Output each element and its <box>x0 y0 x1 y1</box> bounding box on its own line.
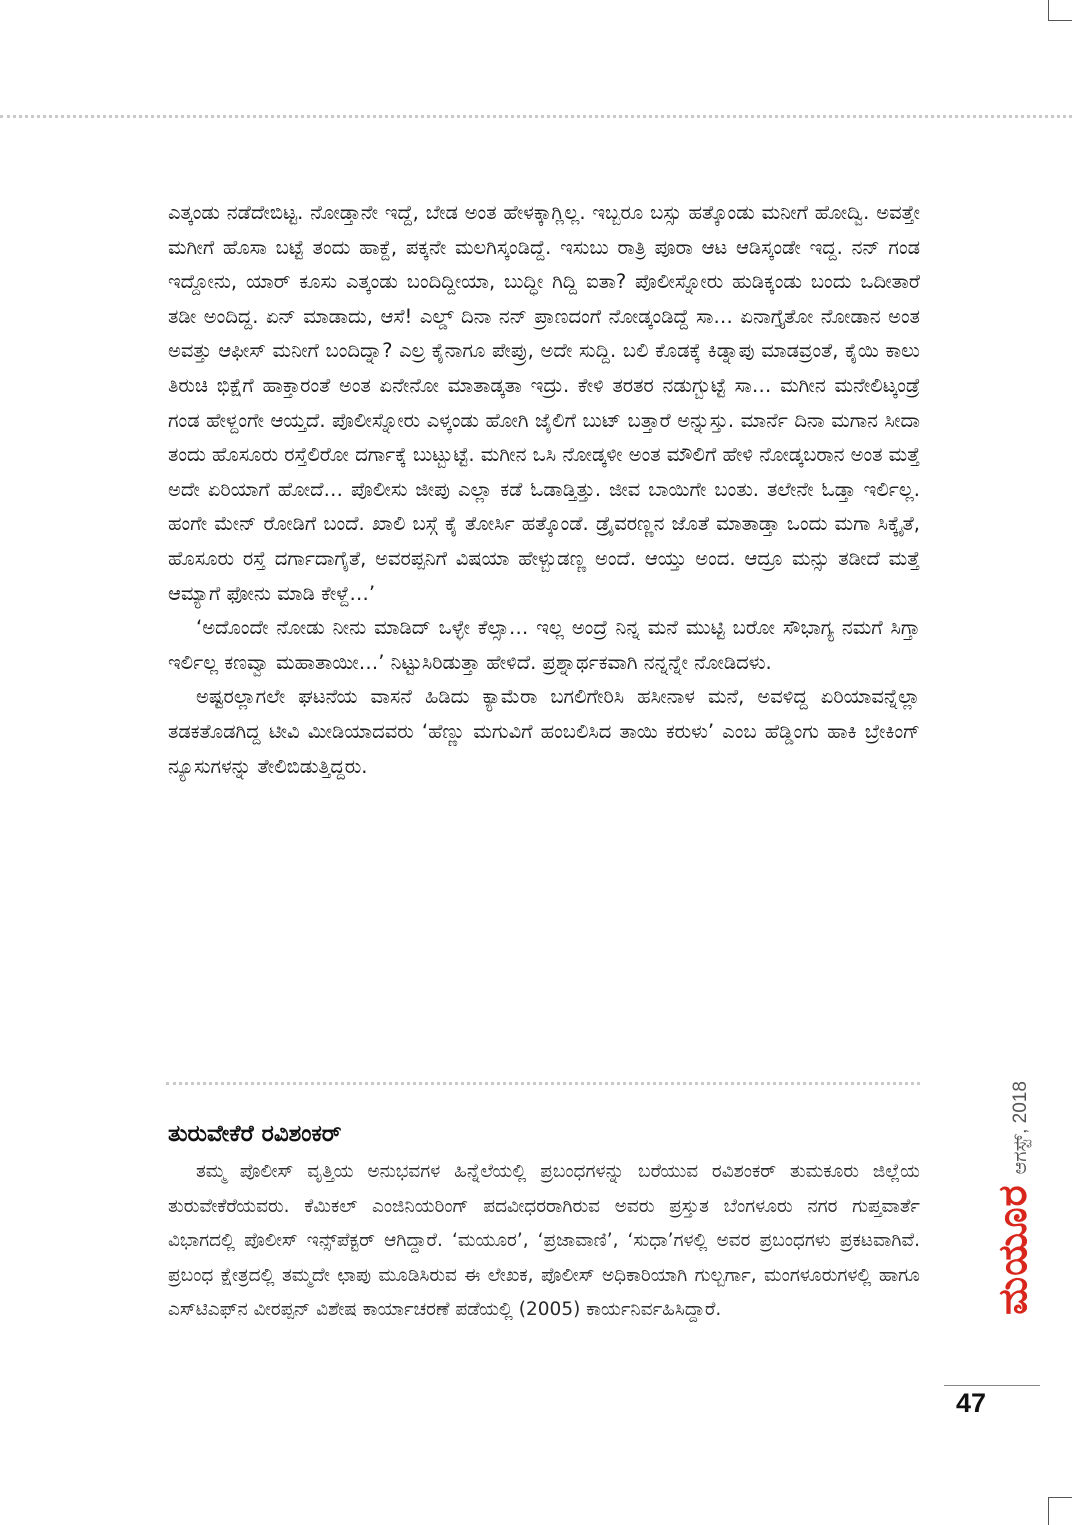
story-paragraph: ‘ಅದೊಂದೇ ನೋಡು ನೀನು ಮಾಡಿದ್ ಒಳ್ಳೇ ಕೆಲ್ಸಾ… ಇಲ್ಲ ಅಂದ್ರೆ ನಿನ್ನ ಮನೆ ಮುಟ್ಟಿ ಬರೋ ಸೌಭಾಗ್ಯ ನಮಗೆ ಸಿಗ್ತಾ ಇರ್ಲಿಲ್ಲ ಕಣವ್ವಾ ಮಹಾತಾಯೀ…’ ನಿಟ್ಟುಸಿರಿಡುತ್ತಾ ಹೇಳಿದೆ. ಪ್ರಶ್ನಾರ್ಥಕವಾಗಿ ನನ್ನನ್ನೇ ನೋಡಿದಳು. <box>168 616 920 674</box>
author-name: ತುರುವೇಕೆರೆ ರವಿಶಂಕರ್ <box>168 1121 342 1147</box>
bio-dotted-rule <box>166 1082 920 1085</box>
author-bio-text: ತಮ್ಮ ಪೊಲೀಸ್ ವೃತ್ತಿಯ ಅನುಭವಗಳ ಹಿನ್ನೆಲೆಯಲ್ಲಿ ಪ್ರಬಂಧಗಳನ್ನು ಬರೆಯುವ ರವಿಶಂಕರ್ ತುಮಕೂರು ಜಿಲ್ಲೆಯ ತುರುವೇಕೆರೆಯವರು. ಕೆಮಿಕಲ್ ಎಂಜಿನಿಯರಿಂಗ್ ಪದವೀಧರರಾಗಿರುವ ಅವರು ಪ್ರಸ್ತುತ ಬೆಂಗಳೂರು ನಗರ ಗುಪ್ತವಾರ್ತೆ ವಿಭಾಗದಲ್ಲಿ ಪೊಲೀಸ್ ಇನ್ಸ್‌ಪೆಕ್ಟರ್ ಆಗಿದ್ದಾರೆ. ‘ಮಯೂರ’, ‘ಪ್ರಜಾವಾಣಿ’, ‘ಸುಧಾ’ಗಳಲ್ಲಿ ಅವರ ಪ್ರಬಂಧಗಳು ಪ್ರಕಟವಾಗಿವೆ. ಪ್ರಬಂಧ ಕ್ಷೇತ್ರದಲ್ಲಿ ತಮ್ಮದೇ ಛಾಪು ಮೂಡಿಸಿರುವ ಈ ಲೇಖಕ, ಪೊಲೀಸ್ ಅಧಿಕಾರಿಯಾಗಿ ಗುಲ್ಬರ್ಗಾ, ಮಂಗಳೂರುಗಳಲ್ಲಿ ಹಾಗೂ ಎಸ್‌ಟಿಎಫ್‌ನ ವೀರಪ್ಪನ್ ವಿಶೇಷ ಕಾರ್ಯಾಚರಣೆ ಪಡೆಯಲ್ಲಿ (2005) ಕಾರ್ಯನಿರ್ವಹಿಸಿದ್ದಾರೆ. <box>168 1161 920 1320</box>
crop-mark-top-right-vertical <box>1048 0 1049 20</box>
issue-date: ಆಗಸ್ಟ್, 2018 <box>1010 1081 1031 1175</box>
crop-mark-bottom-right-vertical <box>1048 1497 1049 1525</box>
crop-mark-bottom-right-horizontal <box>1048 1497 1072 1498</box>
top-dotted-rule <box>0 115 1072 118</box>
crop-mark-top-right-horizontal <box>1048 20 1072 21</box>
magazine-name: ಮಯೂರ <box>990 1184 1036 1315</box>
story-paragraph: ಎತ್ಕಂಡು ನಡೆದೇಬಿಟ್ಟ. ನೋಡ್ತಾನೇ ಇದ್ದೆ, ಬೇಡ ಅಂತ ಹೇಳಕ್ಕಾಗ್ಲಿಲ್ಲ. ಇಬ್ಬರೂ ಬಸ್ಸು ಹತ್ಕೊಂಡು ಮನೀಗೆ ಹೋದ್ವಿ. ಅವತ್ತೇ ಮಗೀಗೆ ಹೊಸಾ ಬಟ್ಟೆ ತಂದು ಹಾಕ್ದೆ, ಪಕ್ಕನೇ ಮಲಗಿಸ್ಕಂಡಿದ್ದೆ. ಇಸುಬು ರಾತ್ರಿ ಪೂರಾ ಆಟ ಆಡಿಸ್ಕಂಡೇ ಇದ್ದ. ನನ್ ಗಂಡ ಇದ್ದೋನು, ಯಾರ್ ಕೂಸು ಎತ್ಕಂಡು ಬಂದಿದ್ದೀಯಾ, ಬುದ್ಧೀ ಗಿದ್ದಿ ಐತಾ? ಪೊಲೀಸ್ನೋರು ಹುಡಿಕ್ಕಂಡು ಬಂದು ಒದೀತಾರೆ ತಡೀ ಅಂದಿದ್ದ. ಏನ್ ಮಾಡಾದು, ಆಸೆ! ಎಲ್ಡ್ ದಿನಾ ನನ್ ಪ್ರಾಣದಂಗೆ ನೋಡ್ಕಂಡಿದ್ದೆ ಸಾ… ಏನಾಗ್ತೈತೋ ನೋಡಾನ ಅಂತ ಅವತ್ತು ಆಫೀಸ್ ಮನೀಗೆ ಬಂದಿದ್ನಾ? ಎಲ್ರ ಕೈನಾಗೂ ಪೇಪ್ರು, ಅದೇ ಸುದ್ದಿ. ಬಲಿ ಕೊಡಕ್ಕೆ ಕಿಡ್ನಾಪು ಮಾಡವ್ರಂತೆ, ಕೈಯಿ ಕಾಲು ತಿರುಚಿ ಭಿಕ್ಷೆಗೆ ಹಾಕ್ತಾರಂತೆ ಅಂತ ಏನೇನೋ ಮಾತಾಡ್ಕತಾ ಇದ್ರು. ಕೇಳಿ ತರತರ ನಡುಗ್ಬುಟ್ಟೆ ಸಾ… ಮಗೀನ ಮನೇಲಿಟ್ಕಂಡ್ರೆ ಗಂಡ ಹೇಳ್ದಂಗೇ ಆಯ್ತದೆ. ಪೊಲೀಸ್ನೋರು ಎಳ್ಕಂಡು ಹೋಗಿ ಜೈಲಿಗೆ ಬುಟ್ ಬತ್ತಾರೆ ಅನ್ನುಸ್ತು. ಮಾರ್ನೆ ದಿನಾ ಮಗಾನ ಸೀದಾ ತಂದು ಹೊಸೂರು ರಸ್ತೆಲಿರೋ ದರ್ಗಾಕ್ಕೆ ಬುಟ್ಬುಟ್ಟೆ. ಮಗೀನ ಒಸಿ ನೋಡ್ಕಳೀ ಅಂತ ಮೌಲಿಗೆ ಹೇಳಿ ನೋಡ್ಕಬರಾನ ಅಂತ ಮತ್ತೆ ಅದೇ ಏರಿಯಾಗೆ ಹೋದೆ… ಪೊಲೀಸು ಜೀಪು ಎಲ್ಲಾ ಕಡೆ ಓಡಾಡ್ತಿತ್ತು. ಜೀವ ಬಾಯಿಗೇ ಬಂತು. ತಲೇನೇ ಓಡ್ತಾ ಇರ್ಲಿಲ್ಲ. ಹಂಗೇ ಮೇನ್ ರೋಡಿಗೆ ಬಂದೆ. ಖಾಲಿ ಬಸ್ಗೆ ಕೈ ತೋರ್ಸಿ ಹತ್ಕೊಂಡೆ. ಡ್ರೈವರಣ್ಣನ ಜೊತೆ ಮಾತಾಡ್ತಾ ಒಂದು ಮಗಾ ಸಿಕ್ಕೈತೆ, ಹೊಸೂರು ರಸ್ತೆ ದರ್ಗಾದಾಗೈತೆ, ಅವರಪ್ಪನಿಗೆ ವಿಷಯಾ ಹೇಳ್ಬುಡಣ್ಣ ಅಂದೆ. ಆಯ್ತು ಅಂದ. ಆದ್ರೂ ಮನ್ಸು ತಡೀದೆ ಮತ್ತೆ ಆಮ್ಯಾಗೆ ಫೋನು ಮಾಡಿ ಕೇಳ್ದೆ…’ <box>168 201 920 605</box>
page-number: 47 <box>955 1388 987 1418</box>
story-body <box>168 196 920 784</box>
story-paragraph: ಅಷ್ಟರಲ್ಲಾಗಲೇ ಘಟನೆಯ ವಾಸನೆ ಹಿಡಿದು ಕ್ಯಾಮೆರಾ ಬಗಲಿಗೇರಿಸಿ ಹಸೀನಾಳ ಮನೆ, ಅವಳಿದ್ದ ಏರಿಯಾವನ್ನೆಲ್ಲಾ ತಡಕತೊಡಗಿದ್ದ ಟೀವಿ ಮೀಡಿಯಾದವರು ‘ಹೆಣ್ಣು ಮಗುವಿಗೆ ಹಂಬಲಿಸಿದ ತಾಯಿ ಕರುಳು’ ಎಂಬ ಹೆಡ್ಡಿಂಗು ಹಾಕಿ ಬ್ರೇಕಿಂಗ್ ನ್ಯೂಸುಗಳನ್ನು ತೇಲಿಬಿಡುತ್ತಿದ್ದರು. <box>168 685 920 778</box>
page-number-rule <box>944 1385 1040 1386</box>
